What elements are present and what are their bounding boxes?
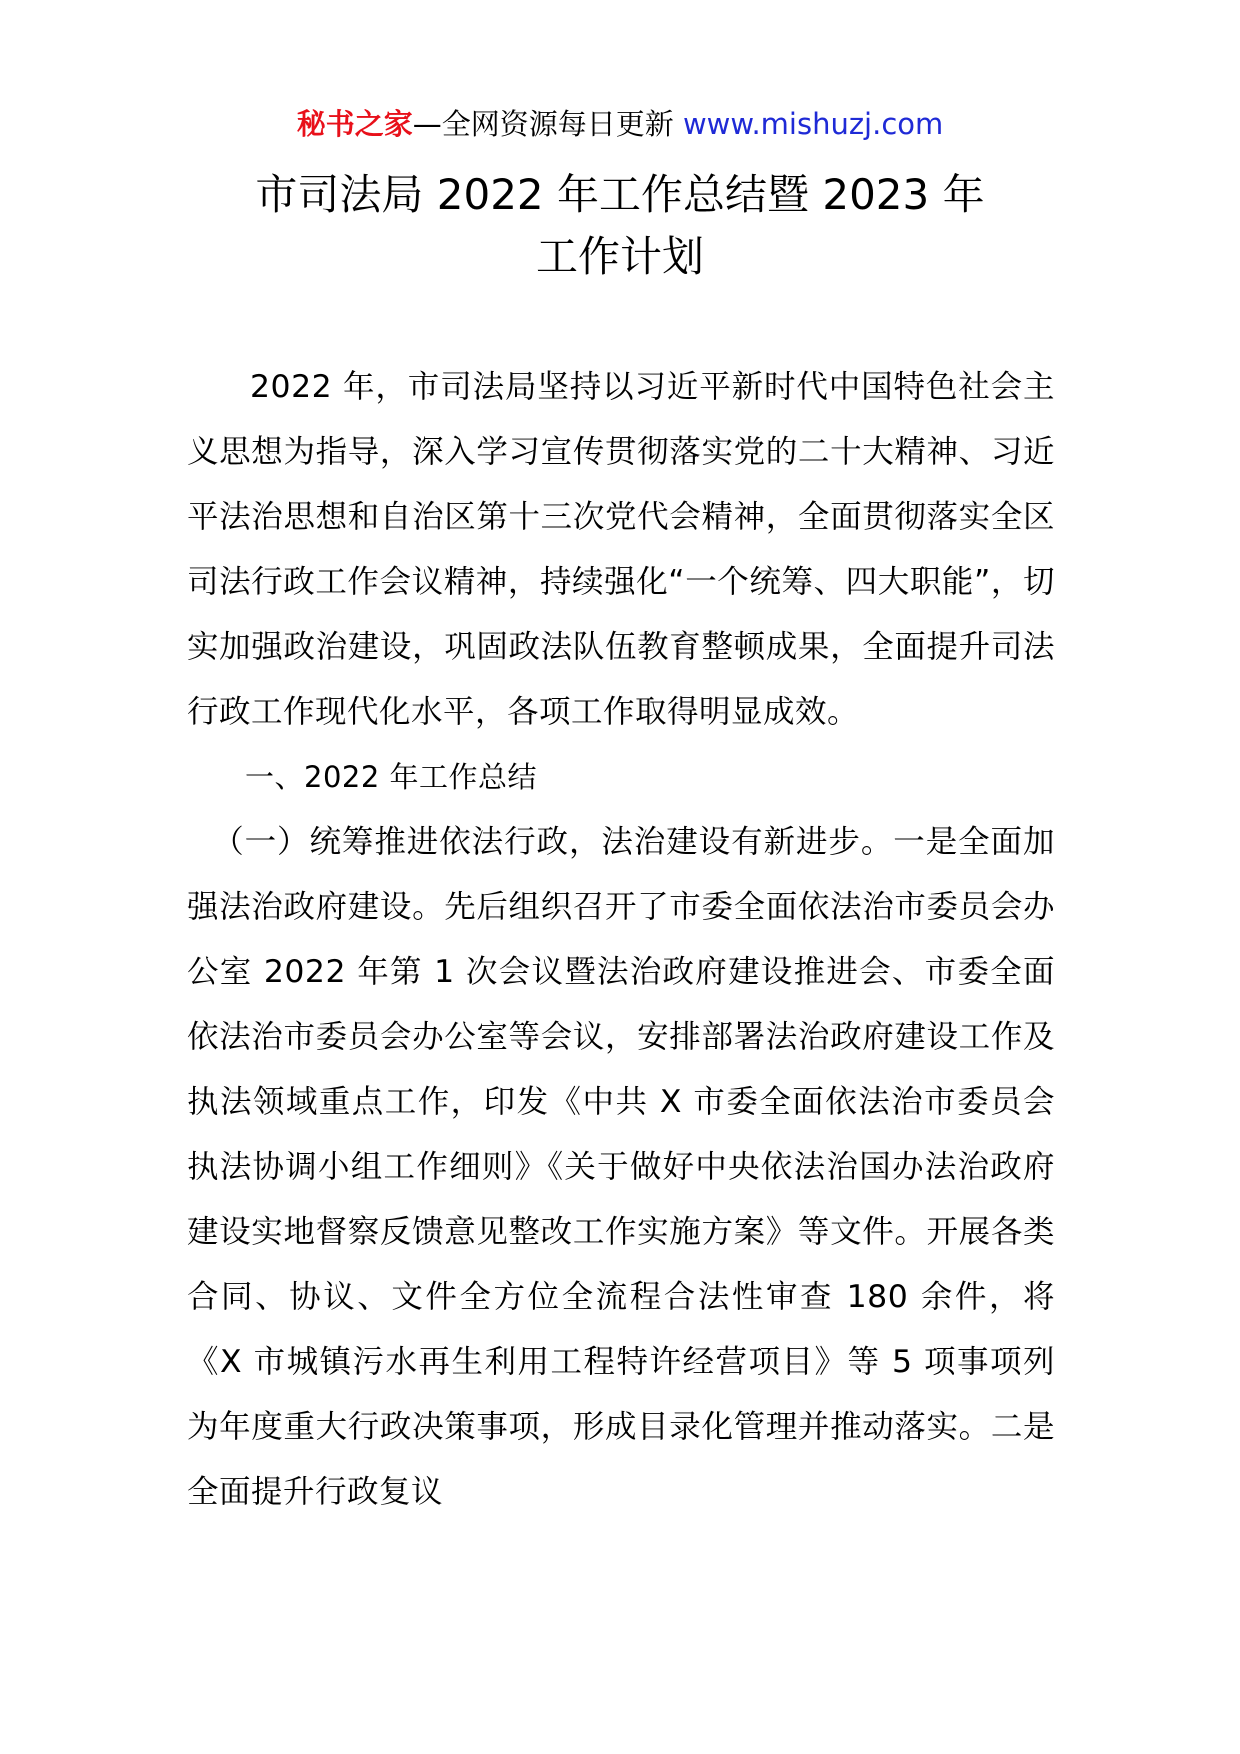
body-paragraph: （一）统筹推进依法行政，法治建设有新进步。一是全面加强法治政府建设。先后组织召开了市委全面依法治市委员会办公室 2022 年第 1 次会议暨法治政府建设推进会、市委全面依法治市委员会办公室等会议，安排部署法治政府建设工作及执法领域重点工作，印发《中共 X 市委全面依法治市委员会执法协调小组工作细则》《关于做好中央依法治国办法治政府建设实地督察反馈意见整改工作实施方案》等文件。开展各类合同、协议、文件全方位全流程合法性审查 180 余件，将《X 市城镇污水再生利用工程特许经营项目》等 5 项事项列为年度重大行政决策事项，形成目录化管理并推动落实。二是全面提升行政复议 [187,824,1055,1510]
document-body [187,355,1055,1525]
banner-brand: 秘书之家 [296,107,413,141]
title-line-2: 工作计划 [535,232,704,281]
document-title [0,164,1240,288]
site-banner [0,104,1240,144]
intro-paragraph: 2022 年，市司法局坚持以习近平新时代中国特色社会主义思想为指导，深入学习宣传贯彻落实党的二十大精神、习近平法治思想和自治区第十三次党代会精神，全面贯彻落实全区司法行政工作会议精神，持续强化“一个统筹、四大职能”，切实加强政治建设，巩固政法队伍教育整顿成果，全面提升司法行政工作现代化水平，各项工作取得明显成效。 [187,369,1055,730]
section-heading: 一、2022 年工作总结 [245,760,538,794]
banner-tagline: —全网资源每日更新 [412,107,683,141]
banner-url-link[interactable]: www.mishuzj.com [682,107,944,141]
title-line-1: 市司法局 2022 年工作总结暨 2023 年 [255,170,985,219]
